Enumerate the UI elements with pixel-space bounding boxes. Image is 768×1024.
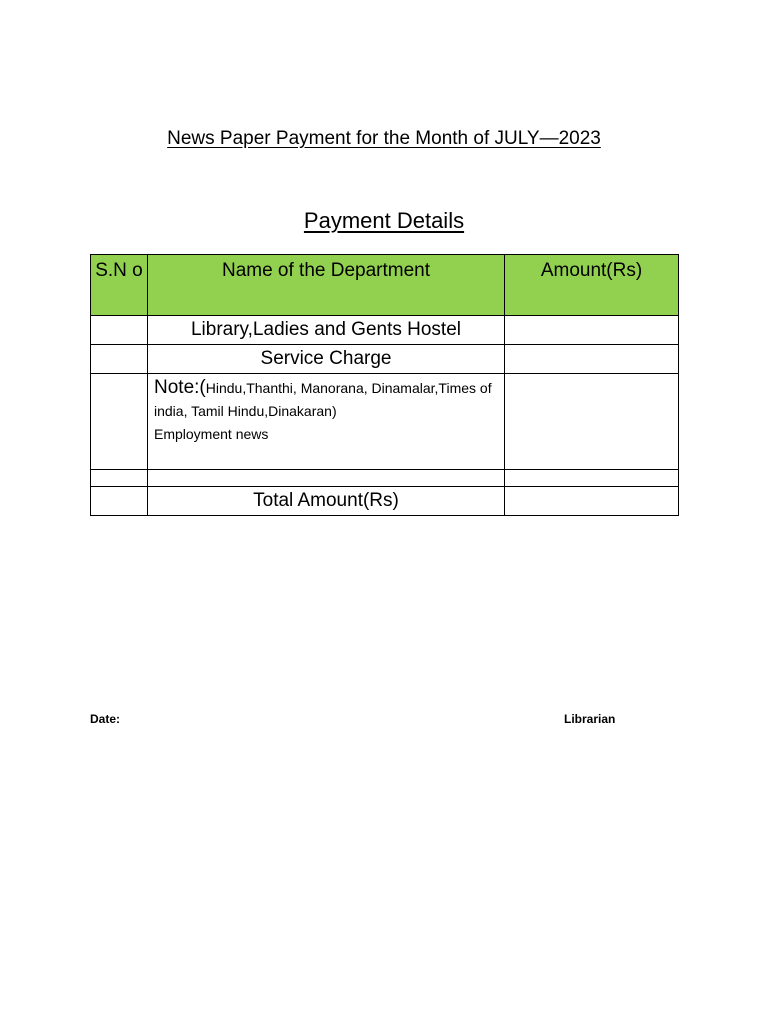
table-row [91, 316, 679, 345]
note-text: Hindu,Thanthi, Manorana, Dinamalar,Times of india, Tamil Hindu,Dinakaran) [154, 380, 492, 419]
date-label: Date: [90, 712, 121, 726]
cell-sno [91, 487, 148, 516]
note-row [91, 374, 679, 470]
header-sno: S.N o [91, 255, 148, 316]
cell-empty [505, 470, 679, 487]
total-row [91, 487, 679, 516]
cell-empty [91, 470, 148, 487]
note-cell [148, 374, 505, 470]
cell-sno [91, 316, 148, 345]
note-label: Note:( [154, 377, 206, 398]
note-extra: Employment news [154, 426, 269, 442]
table-header-row [91, 255, 679, 316]
cell-department: Library,Ladies and Gents Hostel [148, 316, 505, 345]
cell-amount [505, 345, 679, 374]
cell-sno [91, 374, 148, 470]
header-department: Name of the Department [148, 255, 505, 316]
section-title: Payment Details [303, 208, 465, 233]
signatory-label: Librarian [564, 712, 616, 726]
cell-amount [505, 374, 679, 470]
table-row [91, 345, 679, 374]
empty-row [91, 470, 679, 487]
header-amount: Amount(Rs) [505, 255, 679, 316]
cell-department: Service Charge [148, 345, 505, 374]
document-title: News Paper Payment for the Month of JULY—2023 [167, 128, 601, 149]
cell-sno [91, 345, 148, 374]
cell-empty [148, 470, 505, 487]
payment-table [90, 254, 679, 516]
total-label: Total Amount(Rs) [148, 487, 505, 516]
total-value [505, 487, 679, 516]
cell-amount [505, 316, 679, 345]
